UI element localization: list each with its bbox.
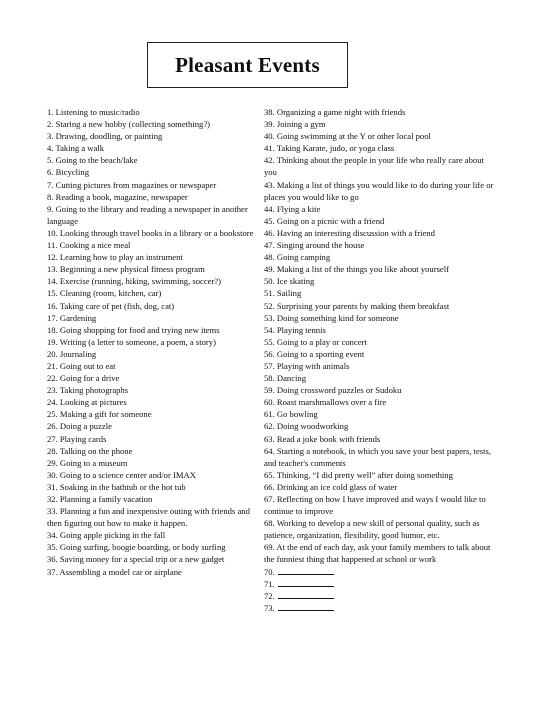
list-item: 14. Exercise (running, hiking, swimming, soccer?) xyxy=(47,276,221,287)
list-item: 57. Playing with animals xyxy=(264,360,350,371)
list-item: 66. Drinking an ice cold glass of water xyxy=(264,481,398,492)
list-item: 40. Going swimming at the Y or other local pool xyxy=(264,131,431,142)
list-item: 27. Playing cards xyxy=(47,433,107,444)
list-item: 41. Taking Karate, judo, or yoga class xyxy=(264,143,395,154)
list-item: 68. Working to develop a new skill of personal quality, such as patience, organization, flexibility, good humor, etc. xyxy=(264,518,480,541)
list-item: 49. Making a list of the things you like about yourself xyxy=(264,264,449,275)
blank-line[interactable] xyxy=(278,602,334,611)
list-item: 50. Ice skating xyxy=(264,276,315,287)
list-item: 43. Making a list of things you would like to do during your life or places you would like to go xyxy=(264,179,494,202)
list-item: 45. Going on a picnic with a friend xyxy=(264,215,385,226)
list-item: 13. Beginning a new physical fitness program xyxy=(47,264,205,275)
list-item: 53. Doing something kind for someone xyxy=(264,312,399,323)
list-item: 20. Journaling xyxy=(47,348,97,359)
list-item: 25. Making a gift for someone xyxy=(47,409,152,420)
list-item: 59. Doing crossword puzzles or Sudoku xyxy=(264,385,402,396)
list-item: 30. Going to a science center and/or IMAX xyxy=(47,469,196,480)
list-item: 3. Drawing, doodling, or painting xyxy=(47,131,163,142)
list-item: 44. Flying a kite xyxy=(264,203,321,214)
blank-item-number: 72. xyxy=(264,590,275,601)
list-item: 52. Surprising your parents by making them breakfast xyxy=(264,300,450,311)
list-item: 21. Going out to eat xyxy=(47,360,116,371)
page-title: Pleasant Events xyxy=(175,52,320,77)
list-item: 31. Soaking in the bathtub or the hot tub xyxy=(47,481,186,492)
list-item: 55. Going to a play or concert xyxy=(264,336,367,347)
list-item: 32. Planning a family vacation xyxy=(47,494,153,504)
list-item: 26. Doing a puzzle xyxy=(47,421,112,432)
list-item: 38. Organizing a game night with friends xyxy=(264,107,406,117)
list-item: 69. At the end of each day, ask your family members to talk about the funniest thing that happened at school or work xyxy=(264,542,491,565)
list-item: 4. Taking a walk xyxy=(47,143,104,154)
list-item: 48. Going camping xyxy=(264,252,331,263)
blank-item[interactable] xyxy=(264,578,494,590)
list-item: 34. Going apple picking in the fall xyxy=(47,530,166,541)
list-item: 60. Roast marshmallows over a fire xyxy=(264,397,387,408)
list-item: 67. Reflecting on how I have improved and ways I would like to continue to improve xyxy=(264,494,486,517)
blank-line[interactable] xyxy=(278,590,334,599)
list-item: 46. Having an interesting discussion with a friend xyxy=(264,227,435,238)
title-box xyxy=(147,42,348,88)
list-item: 63. Read a joke book with friends xyxy=(264,433,381,444)
blank-item-number: 71. xyxy=(264,578,275,589)
list-item: 6. Bicycling xyxy=(47,167,90,178)
list-item: 35. Going surfing, boogie boarding, or body surfing xyxy=(47,542,226,553)
list-item: 64. Starting a notebook, in which you save your best papers, tests, and teacher's comments xyxy=(264,445,491,468)
list-item: 10. Looking through travel books in a library or a bookstore xyxy=(47,227,254,238)
list-item: 16. Taking care of pet (fish, dog, cat) xyxy=(47,300,175,311)
left-column xyxy=(47,106,255,578)
blank-item[interactable] xyxy=(264,602,494,614)
list-item: 33. Planning a fun and inexpensive outing with friends and then figuring out how to make it happen. xyxy=(47,506,250,529)
right-column xyxy=(264,106,494,614)
list-item: 5. Going to the beach/lake xyxy=(47,155,138,166)
list-item: 23. Taking photographs xyxy=(47,385,129,396)
blank-item-number: 73. xyxy=(264,602,275,613)
list-item: 47. Singing around the house xyxy=(264,240,365,251)
list-item: 56. Going to a sporting event xyxy=(264,348,365,359)
list-item: 11. Cooking a nice meal xyxy=(47,240,131,251)
list-item: 22. Going for a drive xyxy=(47,373,120,384)
list-item: 2. Staring a new hobby (collecting something?) xyxy=(47,119,211,130)
list-item: 15. Cleaning (room, kitchen, car) xyxy=(47,288,162,299)
list-item: 54. Playing tennis xyxy=(264,324,326,335)
list-item: 24. Looking at pictures xyxy=(47,397,127,408)
list-item: 65. Thinking, “I did pretty well” after doing something xyxy=(264,469,453,480)
list-item: 62. Doing woodworking xyxy=(264,421,349,432)
list-item: 37. Assembling a model car or airplane xyxy=(47,566,182,577)
list-item: 17. Gardening xyxy=(47,312,97,323)
list-item: 36. Saving money for a special trip or a new gadget xyxy=(47,554,225,565)
list-item: 51. Sailing xyxy=(264,288,302,299)
list-item: 42. Thinking about the people in your life who really care about you xyxy=(264,155,484,178)
list-item: 18. Going shopping for food and trying new items xyxy=(47,324,220,335)
blank-line[interactable] xyxy=(278,578,334,587)
list-item: 28. Talking on the phone xyxy=(47,445,133,456)
list-item: 7. Cutting pictures from magazines or newspaper xyxy=(47,179,217,190)
list-item: 39. Joining a gym xyxy=(264,119,326,130)
list-item: 12. Learning how to play an instrument xyxy=(47,252,183,263)
list-item: 58. Dancing xyxy=(264,373,307,384)
blank-item[interactable] xyxy=(264,590,494,602)
list-item: 19. Writing (a letter to someone, a poem, a story) xyxy=(47,336,216,347)
blank-item-number: 70. xyxy=(264,566,275,577)
list-item: 9. Going to the library and reading a newspaper in another language xyxy=(47,203,248,226)
list-item: 61. Go bowling xyxy=(264,409,318,420)
list-item: 29. Going to a museum xyxy=(47,457,128,468)
list-item: 1. Listening to music/radio xyxy=(47,107,140,117)
list-item: 8. Reading a book, magazine, newspaper xyxy=(47,191,188,202)
blank-line[interactable] xyxy=(278,566,334,575)
blank-item[interactable] xyxy=(264,566,494,578)
